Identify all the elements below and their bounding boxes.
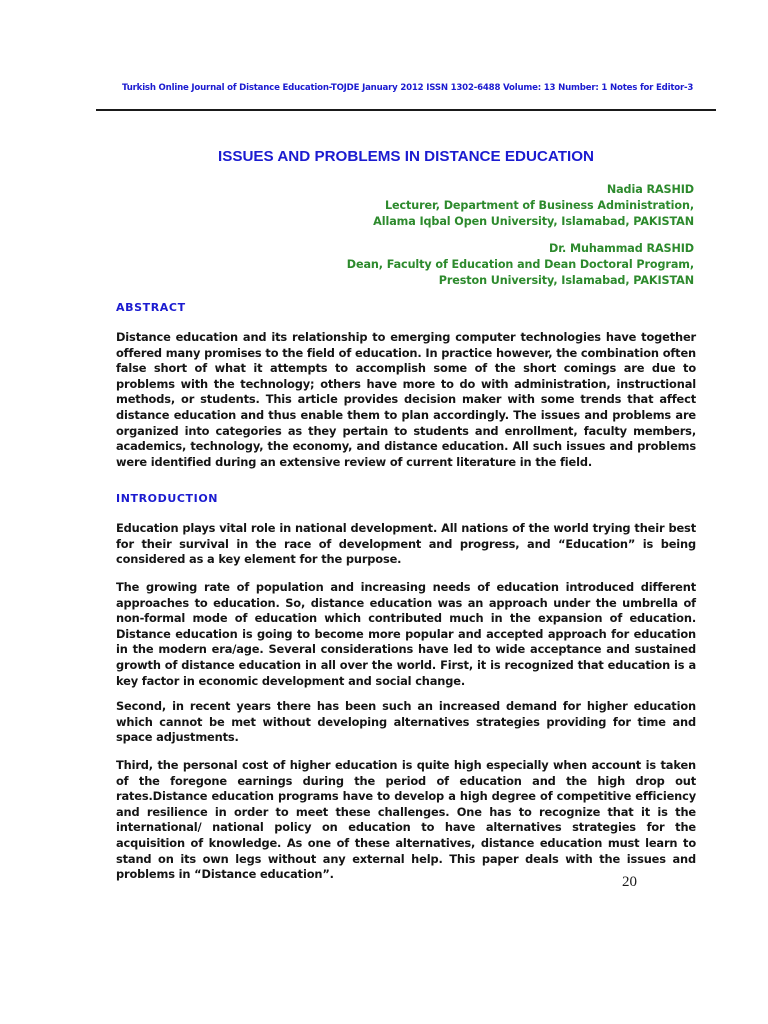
intro-paragraph-3: Second, in recent years there has been such an increased demand for higher education which cannot be met without developing alternatives strategies providing for time and space adjustments.	[116, 699, 696, 745]
intro-paragraph-2: The growing rate of population and increasing needs of education introduced different approaches to education. So, distance education was an approach under the umbrella of non-formal mode of education which contributed much in the expansion of education. Distance education is going to become more popular and accepted approach for education in the modern era/age. Several considerations have led to wide acceptance and sustained growth of distance education in all over the world. First, it is recognized that education is a key factor in economic development and social change.	[116, 580, 696, 688]
intro-paragraph-4: Third, the personal cost of higher education is quite high especially when account is taken of the foregone earnings during the period of education and the high drop out rates.Distance education programs have to develop a high degree of competitive efficiency and resilience in order to meet these challenges. One has to recognize that it is the international/ national policy on education to have alternatives strategies for the acquisition of knowledge. As one of these alternatives, distance education must learn to stand on its own legs without any external help. This paper deals with the issues and problems in “Distance education”.	[116, 758, 696, 882]
page-number: 20	[622, 874, 637, 890]
author-name: Nadia RASHID	[606, 183, 694, 196]
author-name: Dr. Muhammad RASHID	[549, 242, 694, 255]
author-affiliation: Allama Iqbal Open University, Islamabad, PAKISTAN	[373, 215, 694, 228]
author-position: Lecturer, Department of Business Administration,	[384, 199, 694, 212]
author-position: Dean, Faculty of Education and Dean Doctoral Program,	[346, 258, 694, 271]
abstract-text: Distance education and its relationship to emerging computer technologies have together offered many promises to the field of education. In practice however, the combination often false short of what it attempts to accomplish some of the short comings are due to problems with the technology; others have more to do with administration, instructional methods, or students. This article provides decision maker with some trends that affect distance education and thus enable them to plan accordingly. The issues and problems are organized into categories as they pertain to students and enrollment, faculty members, academics, technology, the economy, and distance education. All such issues and problems were identified during an extensive review of current literature in the field.	[116, 330, 696, 469]
author-block-1	[373, 182, 694, 230]
author-block-2	[347, 241, 694, 289]
header-rule	[96, 109, 716, 111]
intro-paragraph-1: Education plays vital role in national development. All nations of the world trying their best for their survival in the race of development and progress, and “Education” is being considered as a key element for the purpose.	[116, 521, 696, 567]
journal-header: Turkish Online Journal of Distance Education-TOJDE January 2012 ISSN 1302-6488 Volume: 13 Number: 1 Notes for Editor-3	[122, 83, 694, 93]
paper-title: ISSUES AND PROBLEMS IN DISTANCE EDUCATION	[217, 148, 595, 165]
introduction-heading: INTRODUCTION	[116, 492, 219, 505]
abstract-heading: ABSTRACT	[116, 301, 186, 314]
author-affiliation: Preston University, Islamabad, PAKISTAN	[438, 274, 694, 287]
